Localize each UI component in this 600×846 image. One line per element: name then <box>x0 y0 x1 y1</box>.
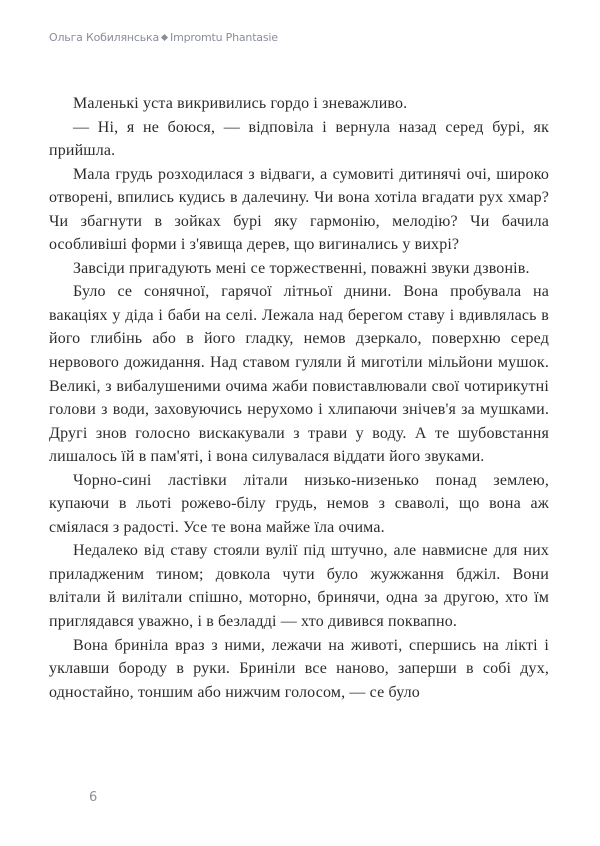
paragraph: — Ні, я не боюся, — відповіла і вернула назад серед бурі, як прийшла. <box>49 118 549 160</box>
paragraph: Маленькі уста викривились гордо і зневажливо. <box>73 95 408 112</box>
page-number: 6 <box>89 790 98 805</box>
running-header <box>49 31 549 45</box>
paragraph: Чорно-сині ластівки літали низько-низенько понад землею, купаючи в льоті рожево-білу грудь, немов з сваволі, що вона аж сміялася з радості. Усе те вона майже їла очима. <box>49 471 549 536</box>
paragraph: Мала грудь розходилася з відваги, а сумовиті дитинячі очі, широко отворені, впились кудись в далечину. Чи вона хотіла вгадати рух хмар? Чи збагнути в зойках бурі яку гармонію, мелодію? Чи бачила особливіші форми і з'явища дерев, що вигинались у вихрі? <box>49 165 549 254</box>
page-body <box>49 92 549 704</box>
paragraph: Недалеко від ставу стояли вулії під штучно, але навмисне для них приладженим тином; довкола чути було жужжання бджіл. Вони влітали й вилітали спішно, моторно, бринячи, одна за другою, хто їм приглядався уважно, і в безладді — хто дивився поквапно. <box>49 542 549 631</box>
header-author: Ольга Кобилянська <box>49 31 160 44</box>
header-title: Impromtu Phantasie <box>170 31 278 44</box>
paragraph: Було се сонячної, гарячої літньої днини. Вона пробувала на вакаціях у діда і баби на селі. Лежала над берегом ставу і вдивлялась в його глибінь або в його гладку, немов дзеркало, поверхню серед нервового дожидання. Над ставом гуляли й миготіли мільйони мушок. Великі, з вибалушеними очима жаби повиставлювали свої чотирикутні голови з води, заховуючись нерухомо і хлипаючи знічев'я за мушками. Другі знов голосно вискакували з трави у воду. А те шубовстання лишалось їй в пам'яті, і вона силувалася віддати його звуками. <box>49 283 549 466</box>
paragraph: Вона бриніла враз з ними, лежачи на животі, спершись на лікті і уклавши бороду в руки. Бриніли все наново, заперши в собі дух, одностайно, тоншим або нижчим голосом, — се було <box>49 636 549 701</box>
paragraph: Завсіди пригадують мені се торжественні, поважні звуки дзвонів. <box>73 259 530 277</box>
diamond-icon <box>161 34 168 41</box>
